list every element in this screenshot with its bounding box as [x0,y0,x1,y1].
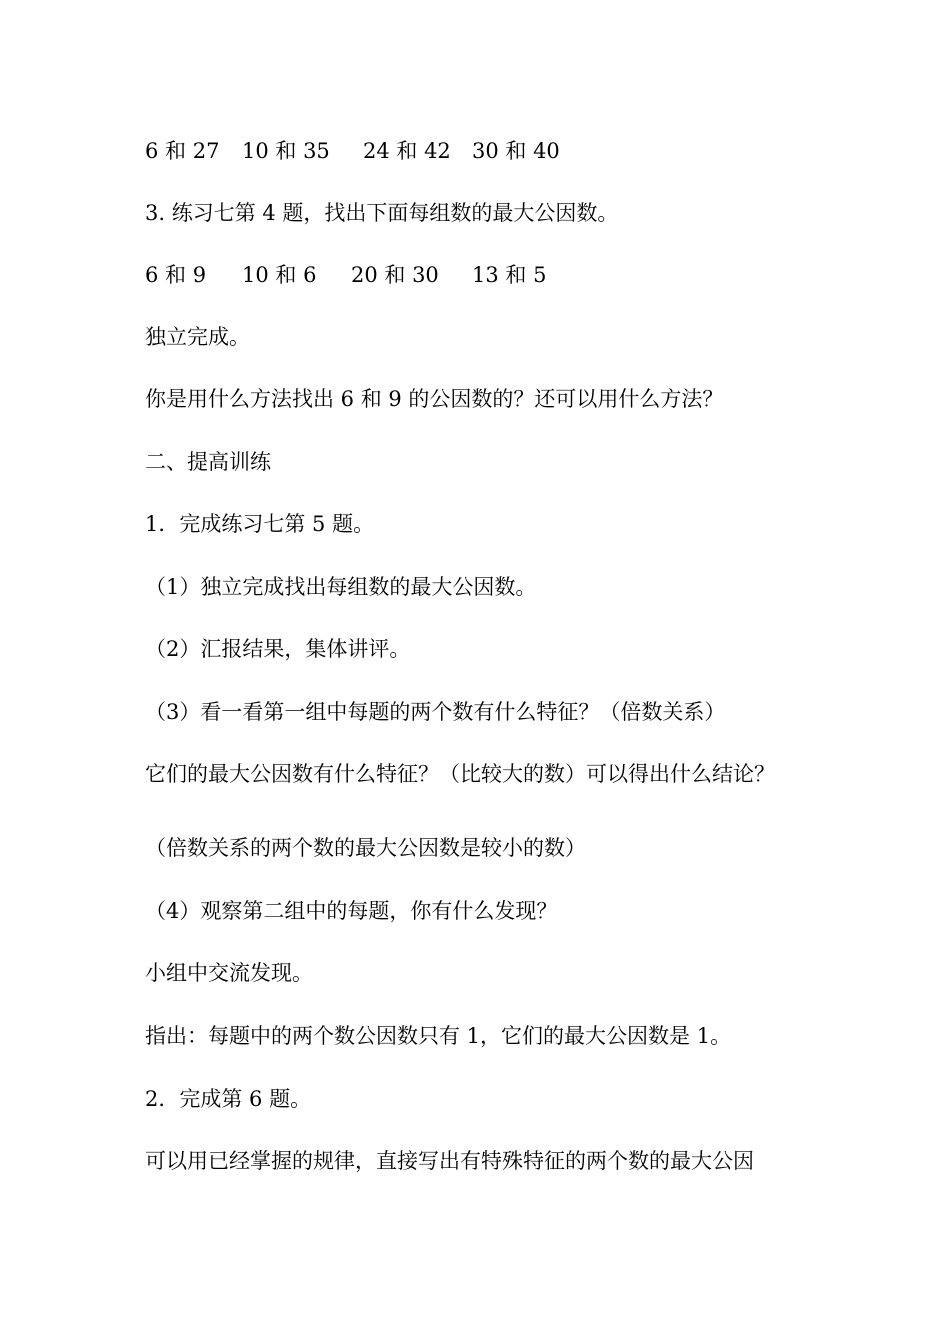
number-pair: 24 和 42 [363,139,451,163]
number-pair: 13 和 5 [472,263,547,287]
conclusion-text: （倍数关系的两个数的最大公因数是较小的数） [145,836,586,860]
number-pair: 10 和 35 [242,139,330,163]
number-pairs-row-2 [145,265,546,286]
independent-text: 独立完成。 [145,325,250,349]
step-4-text: （4）观察第二组中的每题，你有什么发现？ [145,899,558,923]
number-pair: 20 和 30 [351,263,439,287]
point-out-text: 指出：每题中的两个数公因数只有 1，它们的最大公因数是 1。 [145,1024,732,1048]
number-pair: 10 和 6 [242,263,317,287]
step-3-text: （3）看一看第一组中每题的两个数有什么特征？（倍数关系） [145,700,726,724]
item-2-text: 2．完成第 6 题。 [145,1087,312,1111]
section-heading: 二、提高训练 [145,450,271,474]
step-2-text: （2）汇报结果，集体讲评。 [145,637,411,661]
last-line-text: 可以用已经掌握的规律，直接写出有特殊特征的两个数的最大公因 [145,1149,754,1173]
step-3-continued: 它们的最大公因数有什么特征？（比较大的数）可以得出什么结论？ [145,762,775,786]
number-pair: 6 和 27 [145,139,220,163]
number-pairs-row-1 [145,141,560,162]
exercise-3-text: 3. 练习七第 4 题，找出下面每组数的最大公因数。 [145,201,619,225]
method-question: 你是用什么方法找出 6 和 9 的公因数的？还可以用什么方法？ [145,387,724,411]
number-pair: 6 和 9 [145,263,207,287]
item-1-text: 1．完成练习七第 5 题。 [145,512,375,536]
number-pair: 30 和 40 [472,139,560,163]
group-discuss-text: 小组中交流发现。 [145,961,313,985]
step-1-text: （1）独立完成找出每组数的最大公因数。 [145,575,537,599]
